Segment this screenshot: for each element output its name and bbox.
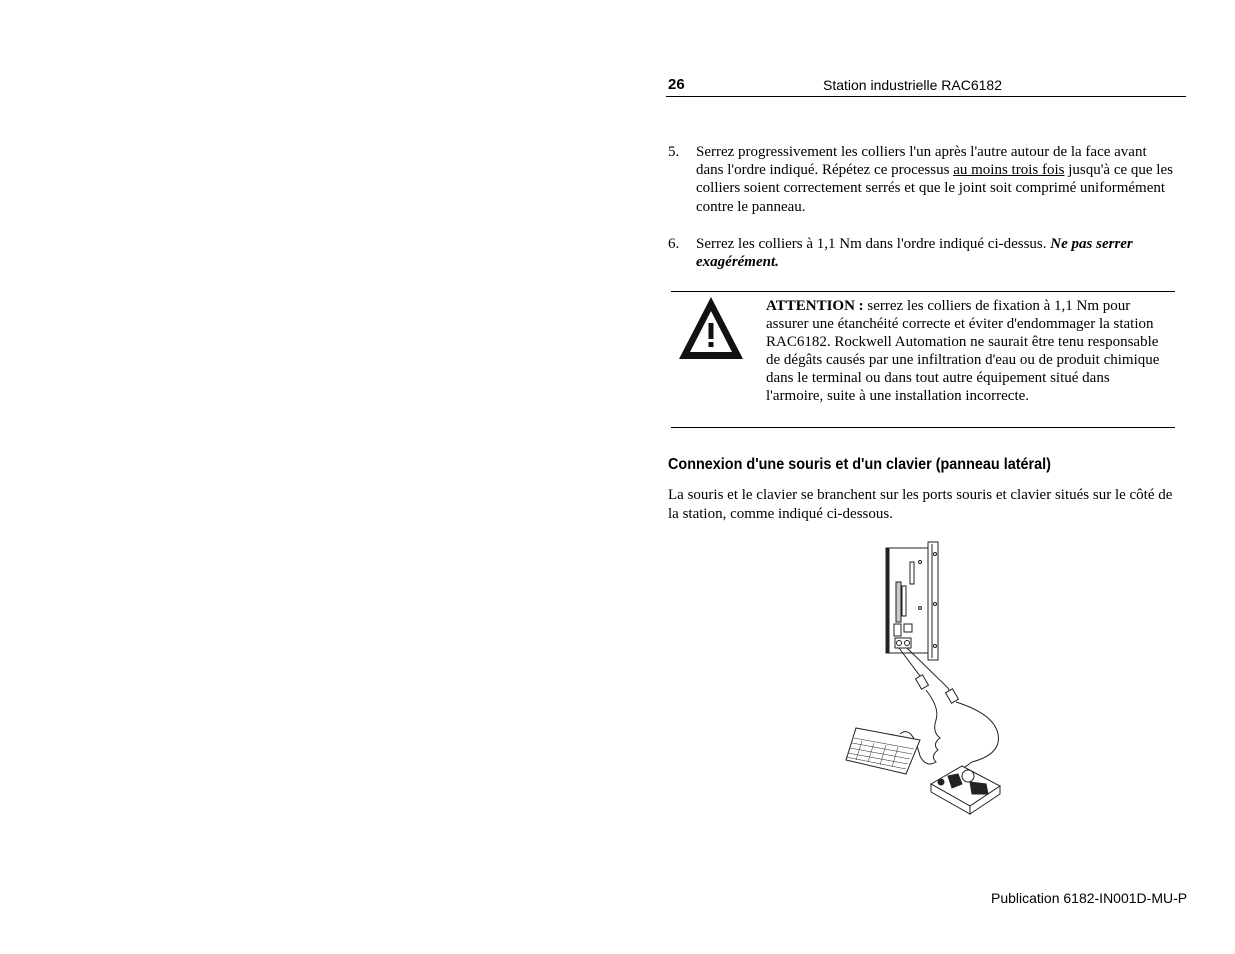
mouse-keyboard-connection-illustration (840, 538, 1010, 816)
step-6 (668, 235, 1178, 275)
step-text-part: jusqu'à ce que les colliers soient correctement serrés et que le joint soit comprimé uniformément contre le panneau. (696, 162, 1173, 215)
warning-triangle-icon (678, 295, 744, 361)
attention-top-rule (671, 291, 1175, 292)
attention-label: ATTENTION : (766, 298, 864, 314)
attention-body: serrez les colliers de fixation à 1,1 Nm pour assurer une étanchéité correcte et éviter d'endommager la station RAC6182. Rockwell Automation ne saurait être tenu responsable de dégâts causés par une infiltration d'eau ou de produit chimique dans le terminal ou dans tout autre équipement situé dans l'armoire, suite à une installation incorrecte. (766, 298, 1160, 404)
body-paragraph: La souris et le clavier se branchent sur les ports souris et clavier situés sur le côté de la station, comme indiqué ci-dessous. (668, 487, 1173, 522)
step-text-part: Serrez les colliers à 1,1 Nm dans l'ordre indiqué ci-dessus. (696, 236, 1051, 252)
attention-bottom-rule (671, 427, 1175, 428)
publication-id: Publication 6182-IN001D-MU-P (991, 890, 1188, 906)
bold-italic-emphasis: Ne pas serrer exagérément. (696, 236, 1133, 271)
section-heading: Connexion d'une souris et d'un clavier (panneau latéral) (668, 456, 1051, 473)
underlined-emphasis: au moins trois fois (953, 162, 1065, 179)
running-title: Station industrielle RAC6182 (823, 77, 1002, 93)
attention-notice (766, 297, 1166, 405)
step-number: 6. (668, 236, 680, 252)
step-text-part: Serrez progressivement les colliers l'un après l'autre autour de la face avant dans l'ordre indiqué. Répétez ce processus (696, 144, 1147, 179)
page-number: 26 (668, 76, 685, 93)
step-number: 5. (668, 144, 680, 160)
step-text (696, 235, 1176, 271)
step-5 (668, 143, 1178, 219)
header-rule (666, 96, 1186, 97)
step-text (696, 143, 1176, 216)
